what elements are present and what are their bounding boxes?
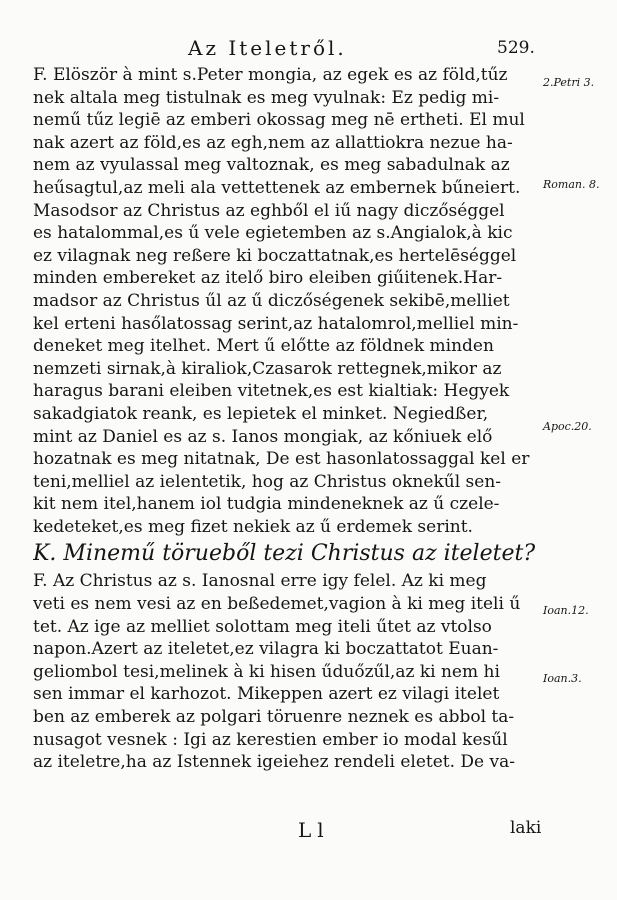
body-text (33, 64, 541, 774)
text-line: ez vilagnak neg reßere ki boczattatnak,es hertelēséggel (33, 245, 517, 266)
page-footer (0, 818, 617, 848)
text-line: nusagot vesnek : Igi az kerestien ember io modal kesűl (33, 729, 508, 750)
text-line: nemzeti sirnak,à kiraliok,Czasarok rettegnek,mikor az (33, 358, 502, 379)
margin-note: Roman. 8. (543, 178, 600, 191)
text-line: madsor az Christus űl az ű diczőségenek sekibē,melliet (33, 290, 510, 311)
text-line: tet. Az ige az melliet solottam meg iteli űtet az vtolso (33, 616, 492, 637)
text-line: F. Elöször à mint s.Peter mongia, az egek es az föld,tűz (33, 65, 508, 85)
text-line: Masodsor az Christus az eghből el iű nagy diczőséggel (33, 200, 505, 221)
text-line: es hatalommal,es ű vele egietemben az s.Angialok,à kic (33, 223, 513, 244)
text-line: haragus barani eleiben vitetnek,es est kialtiak: Hegyek (33, 381, 510, 402)
text-line: hozatnak es meg nitatnak, De est hasonlatossaggal kel er (33, 449, 530, 470)
margin-notes (543, 0, 617, 900)
text-line: nak azert az föld,es az egh,nem az allattiokra nezue ha- (33, 132, 513, 153)
page-header (0, 36, 617, 62)
signature-mark: Ll (298, 818, 330, 842)
margin-note: 2.Petri 3. (543, 76, 595, 89)
text-line: veti es nem vesi az en beßedemet,vagion à ki meg iteli ű (33, 594, 521, 615)
text-line: heűsagtul,az meli ala vettettenek az embernek bűneiert. (33, 177, 521, 198)
text-line: nemű tűz legiē az emberi okossag meg nē ertheti. El mul (33, 110, 525, 131)
text-line: kit nem itel,hanem iol tudgia mindeneknek az ű czele- (33, 494, 500, 515)
margin-note: Ioan.3. (543, 672, 582, 685)
text-line: nem az vyulassal meg valtoznak, es meg sabadulnak az (33, 155, 510, 176)
text-line: kedeteket,es meg fizet nekiek az ű erdemek serint. (33, 516, 473, 537)
text-line: deneket meg itelhet. Mert ű előtte az földnek minden (33, 336, 494, 357)
catchword: laki (510, 818, 542, 838)
text-line: sakadgiatok reank, es lepietek el minket. Negiedßer, (33, 403, 489, 424)
text-line: F. Az Christus az s. Ianosnal erre igy felel. Az ki meg (33, 571, 487, 592)
margin-note: Apoc.20. (543, 420, 592, 433)
page-number: 529. (497, 38, 535, 58)
text-line: teni,melliel az ielentetik, hog az Christus oknekűl sen- (33, 471, 502, 492)
question-heading: K. Minemű törueből tezi Christus az iteletet? (33, 541, 536, 567)
margin-note: Ioan.12. (543, 604, 589, 617)
text-line: geliombol tesi,melinek à ki hisen űduőzűl,az ki nem hi (33, 661, 500, 682)
text-line: kel erteni hasőlatossag serint,az hatalomrol,melliel min- (33, 313, 519, 334)
text-line: mint az Daniel es az s. Ianos mongiak, az kőniuek elő (33, 426, 493, 447)
text-line: minden embereket az itelő biro eleiben giűitenek.Har- (33, 268, 503, 289)
text-line: ben az emberek az polgari töruenre neznek es abbol ta- (33, 707, 515, 728)
text-line: nek altala meg tistulnak es meg vyulnak: Ez pedig mi- (33, 87, 500, 108)
text-line: sen immar el karhozot. Mikeppen azert ez vilagi itelet (33, 684, 500, 705)
running-title: Az Iteletről. (188, 36, 347, 60)
text-line: az iteletre,ha az Istennek igeiehez rendeli eletet. De va- (33, 752, 515, 773)
text-line: napon.Azert az iteletet,ez vilagra ki boczattatot Euan- (33, 639, 499, 660)
